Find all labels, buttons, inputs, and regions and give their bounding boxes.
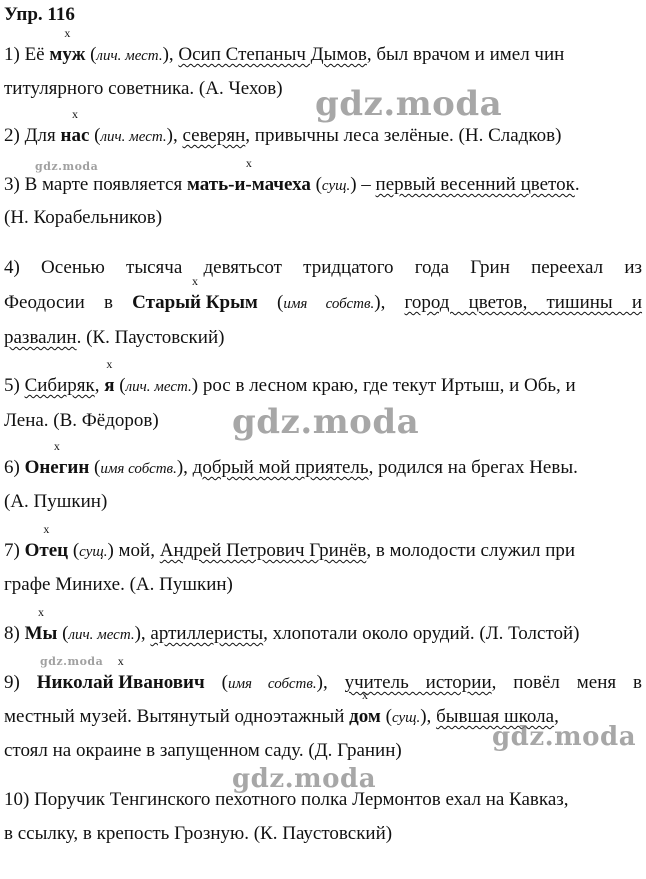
sentence-9-line-1: 9) x Николай Иванович (имя собств.), учитель истории, повёл меня в xyxy=(4,671,642,696)
sentence-10-line-2: в ссылку, в крепость Грозную. (К. Паустовский) xyxy=(4,823,393,844)
subject-word: x нас xyxy=(61,124,90,148)
appositive: бывшая школа xyxy=(436,706,555,727)
sentence-3-line-2: (Н. Корабельников) xyxy=(4,207,163,228)
appositive: Андрей Петрович Гринёв xyxy=(159,540,367,561)
sentence-8-line-1: 8) x Мы (лич. мест.), артиллеристы, хлопотали около орудий. (Л. Толстой) xyxy=(4,622,642,647)
subject-word: x мать-и-мачеха xyxy=(187,173,311,197)
sentence-9-line-2: местный музей. Вытянутый одноэтажный x дом (сущ.), бывшая школа, xyxy=(4,705,642,730)
sentence-4-line-2: Феодосии в x Старый Крым (имя собств.), город цветов, тишины и xyxy=(4,291,642,316)
watermark-logo: gdz.moda xyxy=(492,722,637,752)
sentence-9-line-3: стоял на окраине в запущенном саду. (Д. Гранин) xyxy=(4,740,402,761)
grammar-note: сущ. xyxy=(79,544,108,560)
sentence-4-line-3: развалин. (К. Паустовский) xyxy=(4,327,225,348)
sentence-6-line-1: 6) x Онегин (имя собств.), добрый мой приятель, родился на брегах Невы. xyxy=(4,456,642,481)
watermark-logo: gdz.moda xyxy=(35,160,99,173)
sentence-2-line-1: 2) Для x нас (лич. мест.), северян, привычны леса зелёные. (Н. Сладков) xyxy=(4,124,642,149)
subject-word: x Мы xyxy=(25,622,58,646)
grammar-note: лич. мест. xyxy=(68,627,135,643)
watermark-logo: gdz.moda xyxy=(315,84,503,124)
sentence-10-line-1: 10) Поручик Тенгинского пехотного полка Лермонтов ехал на Кавказ, xyxy=(4,789,569,810)
appositive: северян xyxy=(182,125,246,146)
grammar-note: лич. мест. xyxy=(96,48,163,64)
appositive: добрый мой приятель xyxy=(192,457,369,478)
subject-word: x дом xyxy=(349,705,381,729)
sentence-6-line-2: (А. Пушкин) xyxy=(4,491,108,512)
grammar-note: сущ. xyxy=(391,710,421,726)
appositive: город цветов, тишины и xyxy=(404,292,643,313)
appositive: учитель истории xyxy=(344,672,492,693)
grammar-note: лич. мест. xyxy=(100,129,167,145)
sentence-4-line-1: 4) Осенью тысяча девятьсот тридцатого года Грин переехал из xyxy=(4,257,642,278)
sentence-7-line-2: графе Минихе. (А. Пушкин) xyxy=(4,574,233,595)
watermark-logo: gdz.moda xyxy=(232,764,377,794)
grammar-note: имя собств. xyxy=(283,296,375,312)
grammar-note: сущ. xyxy=(321,178,351,194)
watermark-logo: gdz.moda xyxy=(40,655,104,668)
subject-word: x Николай Иванович xyxy=(37,671,205,695)
sentence-5-line-2: Лена. (В. Фёдоров) xyxy=(4,410,159,431)
grammar-note: лич. мест. xyxy=(125,379,192,395)
sentence-7-line-1: 7) x Отец (сущ.) мой, Андрей Петрович Гринёв, в молодости служил при xyxy=(4,539,642,564)
sentence-5-line-1: 5) Сибиряк, x я (лич. мест.) рос в лесном краю, где текут Иртыш, и Обь, и xyxy=(4,374,642,399)
watermark-logo: gdz.moda xyxy=(232,402,420,442)
subject-word: x я xyxy=(104,374,114,398)
subject-word: x муж xyxy=(49,43,85,67)
subject-word: x Старый Крым xyxy=(132,291,258,315)
appositive: первый весенний цветок xyxy=(375,174,575,195)
subject-word: x Онегин xyxy=(25,456,90,480)
sentence-1-line-1: 1) Её x муж (лич. мест.), Осип Степаныч Дымов, был врачом и имел чин xyxy=(4,43,642,68)
appositive: развалин xyxy=(4,327,77,348)
appositive: артиллеристы xyxy=(150,623,264,644)
sentence-3-line-1: 3) В марте появляется x мать-и-мачеха (сущ.) – первый весенний цветок. xyxy=(4,173,642,198)
grammar-note: имя собств. xyxy=(100,461,177,477)
exercise-title: Упр. 116 xyxy=(4,4,75,25)
appositive: Осип Степаныч Дымов xyxy=(178,44,367,65)
grammar-note: имя собств. xyxy=(227,676,317,692)
subject-word: x Отец xyxy=(25,539,69,563)
appositive: Сибиряк xyxy=(24,375,95,396)
sentence-1-line-2: титулярного советника. (А. Чехов) xyxy=(4,78,283,99)
